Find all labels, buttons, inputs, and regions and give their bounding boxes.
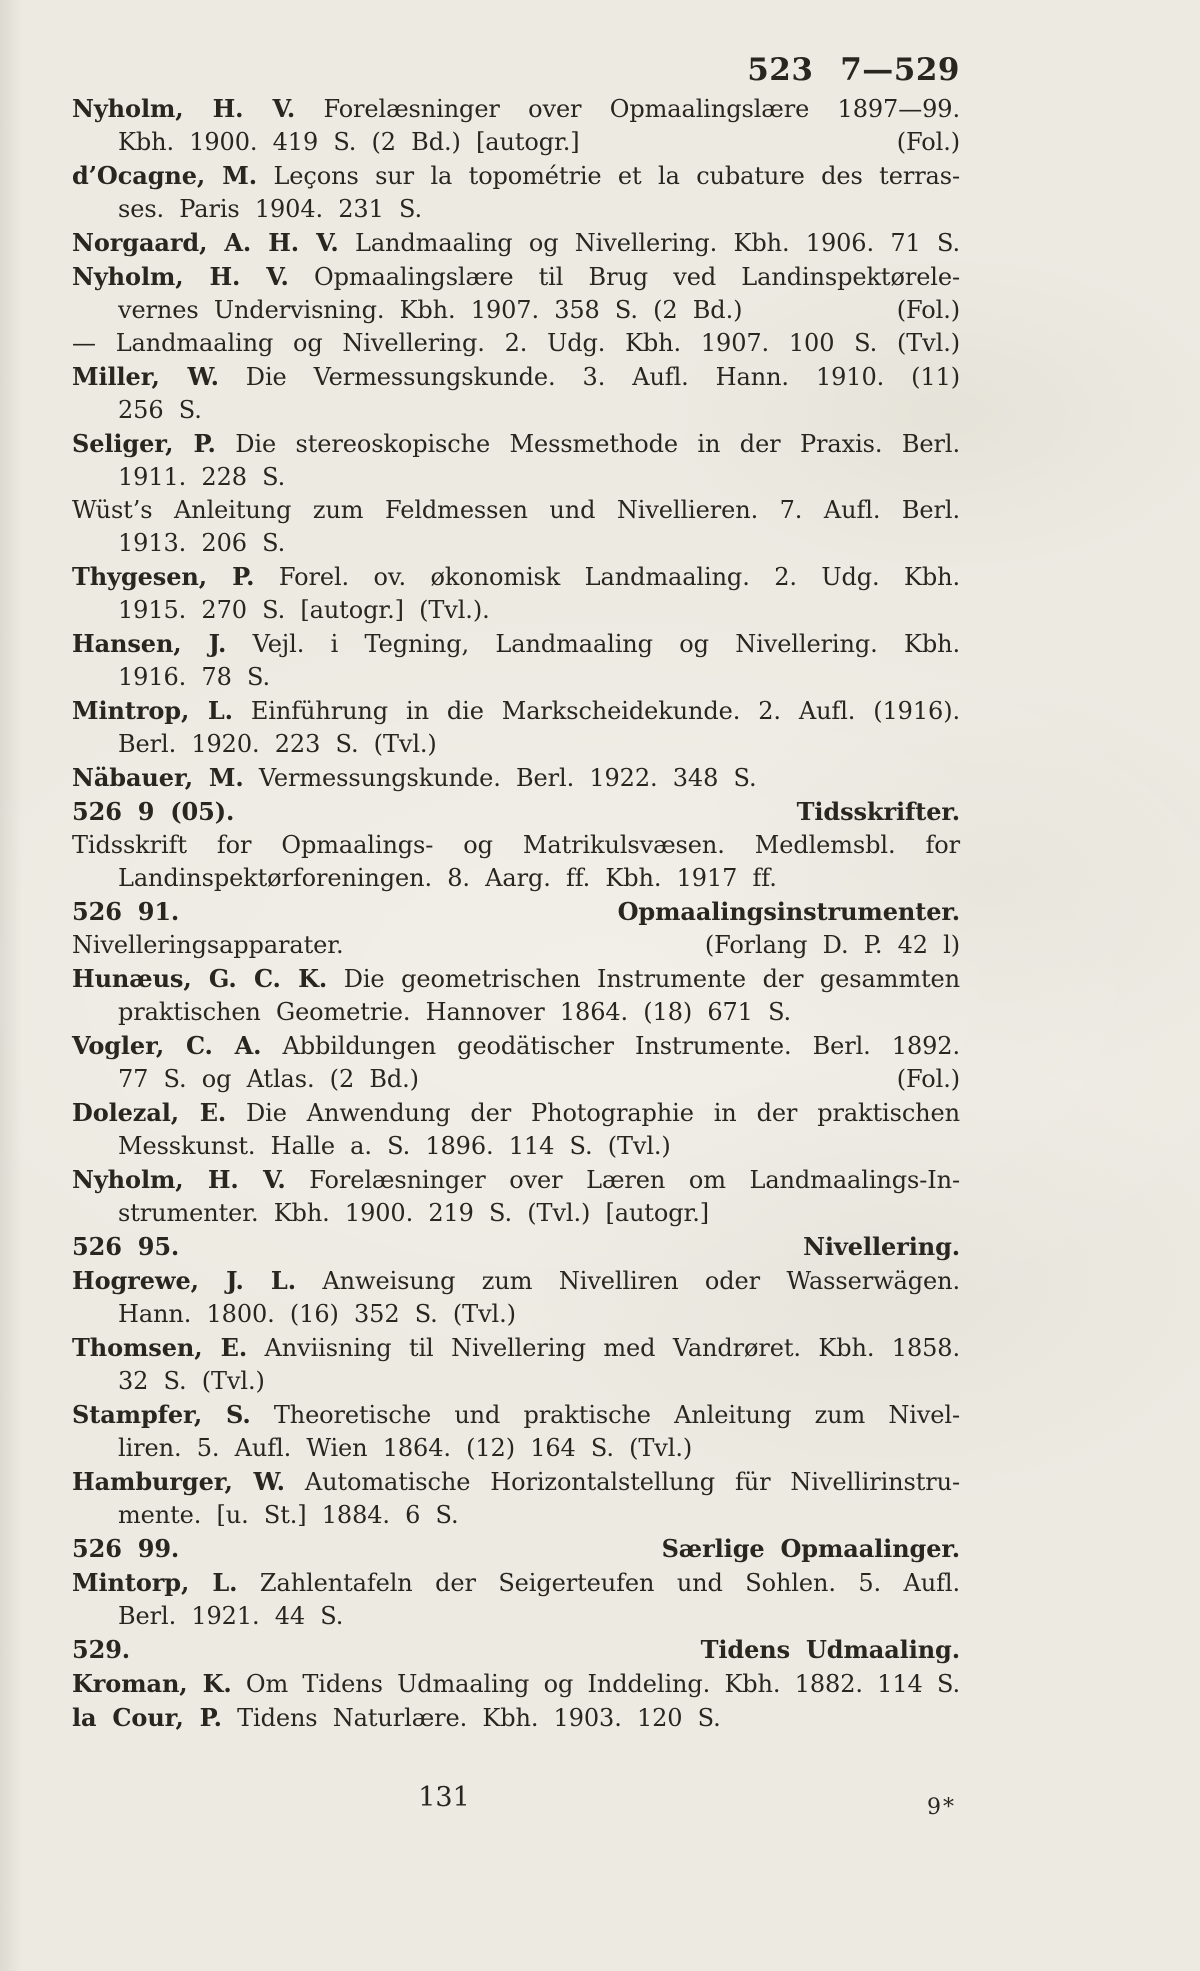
entry-line-text xyxy=(118,126,580,159)
author-or-code: Vogler, C. A. xyxy=(72,1031,262,1060)
entry-text: — Landmaaling og Nivellering. 2. Udg. Kbh. 1907. 100 S. (Tvl.) xyxy=(72,329,960,357)
entry-line-text xyxy=(72,965,960,993)
entry-line-text xyxy=(72,363,960,391)
entry-line xyxy=(72,1465,960,1499)
entry-text: Berl. 1920. 223 S. (Tvl.) xyxy=(118,730,437,758)
entry-line-text xyxy=(118,730,437,758)
signature-mark: 9* xyxy=(927,1795,956,1820)
entry-line-text xyxy=(72,929,344,962)
author-or-code: Hansen, J. xyxy=(72,629,227,658)
entry-text: Tidsskrift for Opmaalings- og Matrikulsvæsen. Medlemsbl. for xyxy=(72,831,960,859)
entry-line-text xyxy=(72,263,960,291)
entry-line-text xyxy=(118,998,791,1026)
author-or-code: Mintrop, L. xyxy=(72,696,233,725)
entry-line xyxy=(72,1398,960,1432)
entry-line-text xyxy=(72,895,179,929)
entry-text: Landinspektørforeningen. 8. Aarg. ff. Kbh. 1917 ff. xyxy=(118,864,777,892)
entry-line-text xyxy=(72,1633,130,1667)
entry-line xyxy=(72,360,960,394)
entry-line-text xyxy=(118,195,422,223)
author-or-code: Nyholm, H. V. xyxy=(72,1165,286,1194)
entry-line xyxy=(72,394,960,427)
entry-text: 1913. 206 S. xyxy=(118,529,286,557)
entry-line xyxy=(72,1566,960,1600)
entry-line xyxy=(72,226,960,260)
entry-text: vernes Undervisning. Kbh. 1907. 358 S. (2 Bd.) xyxy=(118,296,743,324)
section-title: Tidens Udmaaling. xyxy=(700,1635,960,1664)
author-or-code: Näbauer, M. xyxy=(72,763,244,792)
entry-line xyxy=(72,1667,960,1701)
entry-line xyxy=(72,627,960,661)
entry-text: Anviisning til Nivellering med Vandrøret. Kbh. 1858. xyxy=(247,1334,960,1362)
entry-line xyxy=(72,1298,960,1331)
entry-line xyxy=(72,1701,960,1735)
entry-text: 1911. 228 S. xyxy=(118,463,286,491)
entry-text: 1915. 270 S. [autogr.] (Tvl.). xyxy=(118,596,490,624)
entry-text: Landmaaling og Nivellering. Kbh. 1906. 71 S. xyxy=(338,229,960,257)
author-or-code: Nyholm, H. V. xyxy=(72,94,296,123)
author-or-code: Miller, W. xyxy=(72,362,219,391)
entry-line-text xyxy=(72,1401,960,1429)
entry-text: 77 S. og Atlas. (2 Bd.) xyxy=(118,1065,419,1093)
entry-line-text xyxy=(72,764,757,792)
format-note: (Fol.) xyxy=(896,296,960,324)
entry-line-text xyxy=(72,496,960,524)
entry-line xyxy=(72,829,960,862)
entry-line-text xyxy=(118,396,202,424)
entry-text: Vermessungskunde. Berl. 1922. 348 S. xyxy=(243,764,757,792)
author-or-code: Hamburger, W. xyxy=(72,1467,285,1496)
entry-text: Theoretische und praktische Anleitung zum Nivel- xyxy=(250,1401,960,1429)
entry-line xyxy=(72,260,960,294)
entry-line xyxy=(72,1130,960,1163)
entry-line-text xyxy=(72,1166,960,1194)
entry-text: Die stereoskopische Messmethode in der Praxis. Berl. xyxy=(215,430,960,458)
format-note: (Forlang D. P. 42 l) xyxy=(704,931,960,959)
author-or-code: 526 9 (05). xyxy=(72,797,235,826)
classification-header: 523 7—529 xyxy=(747,52,960,88)
author-or-code: d’Ocagne, M. xyxy=(72,161,258,190)
entry-line-text xyxy=(72,1334,960,1362)
entry-line-text xyxy=(72,95,960,123)
entry-line xyxy=(72,996,960,1029)
entry-line xyxy=(72,1365,960,1398)
entry-line-text xyxy=(72,630,960,658)
entry-text: 256 S. xyxy=(118,396,202,424)
entry-line xyxy=(72,694,960,728)
entry-text: Berl. 1921. 44 S. xyxy=(118,1602,344,1630)
bibliography-entries xyxy=(72,92,960,1735)
entry-line xyxy=(72,1029,960,1063)
entry-line xyxy=(72,527,960,560)
page-number: 131 xyxy=(418,1782,470,1813)
entry-line-text xyxy=(118,463,285,491)
entry-text: Einführung in die Markscheidekunde. 2. Aufl. (1916). xyxy=(232,697,960,725)
entry-line xyxy=(72,1600,960,1633)
entry-text: Die geometrischen Instrumente der gesammten xyxy=(327,965,961,993)
entry-text: Anweisung zum Nivelliren oder Wasserwägen. xyxy=(295,1267,960,1295)
author-or-code: Kroman, K. xyxy=(72,1669,232,1698)
entry-line-text xyxy=(118,596,490,624)
entry-line-text xyxy=(72,430,960,458)
entry-text: liren. 5. Aufl. Wien 1864. (12) 164 S. (Tvl.) xyxy=(118,1434,693,1462)
entry-line-text xyxy=(72,1569,960,1597)
entry-line-text xyxy=(72,1032,960,1060)
entry-line-text xyxy=(72,162,960,190)
author-or-code: 526 95. xyxy=(72,1232,180,1261)
author-or-code: Seliger, P. xyxy=(72,429,216,458)
entry-line-text xyxy=(72,1704,721,1732)
author-or-code: Thomsen, E. xyxy=(72,1333,248,1362)
entry-text: Abbildungen geodätischer Instrumente. Berl. 1892. xyxy=(261,1032,960,1060)
entry-line-text xyxy=(118,1132,671,1160)
entry-text: Die Vermessungskunde. 3. Aufl. Hann. 1910. (11) xyxy=(218,363,960,391)
entry-line-text xyxy=(118,1501,459,1529)
format-note: (Fol.) xyxy=(896,1065,960,1093)
entry-line-text xyxy=(118,1300,516,1328)
author-or-code: Hunæus, G. C. K. xyxy=(72,964,328,993)
entry-line xyxy=(72,594,960,627)
entry-text: Kbh. 1900. 419 S. (2 Bd.) [autogr.] xyxy=(118,128,580,156)
entry-text: Om Tidens Udmaaling og Inddeling. Kbh. 1882. 114 S. xyxy=(231,1670,960,1698)
entry-text: Wüst’s Anleitung zum Feldmessen und Nivellieren. 7. Aufl. Berl. xyxy=(72,496,960,524)
section-title: Nivellering. xyxy=(803,1232,960,1261)
entry-text: Tidens Naturlære. Kbh. 1903. 120 S. xyxy=(221,1704,721,1732)
author-or-code: la Cour, P. xyxy=(72,1703,222,1732)
section-heading-line xyxy=(72,1532,960,1566)
entry-line xyxy=(72,1499,960,1532)
entry-line xyxy=(72,560,960,594)
author-or-code: Mintorp, L. xyxy=(72,1568,238,1597)
entry-line-text xyxy=(118,1199,709,1227)
entry-line-text xyxy=(72,831,960,859)
section-heading-line xyxy=(72,1633,960,1667)
entry-text: Forelæsninger over Læren om Landmaalings-In- xyxy=(285,1166,960,1194)
author-or-code: Hogrewe, J. L. xyxy=(72,1266,296,1295)
entry-line-text xyxy=(118,1367,265,1395)
author-or-code: 529. xyxy=(72,1635,131,1664)
entry-text: Nivelleringsapparater. xyxy=(72,931,344,959)
section-heading-line xyxy=(72,1230,960,1264)
entry-text: Opmaalingslære til Brug ved Landinspektørele- xyxy=(288,263,960,291)
entry-line-text xyxy=(72,1267,960,1295)
author-or-code: Thygesen, P. xyxy=(72,562,255,591)
entry-line xyxy=(72,1331,960,1365)
entry-text: Automatische Horizontalstellung für Nivellirinstru- xyxy=(284,1468,960,1496)
entry-text: Forel. ov. økonomisk Landmaaling. 2. Udg. Kbh. xyxy=(254,563,960,591)
entry-text: Hann. 1800. (16) 352 S. (Tvl.) xyxy=(118,1300,516,1328)
entry-line xyxy=(72,962,960,996)
entry-line xyxy=(72,1096,960,1130)
author-or-code: Dolezal, E. xyxy=(72,1098,227,1127)
entry-line-text xyxy=(72,329,960,357)
entry-line xyxy=(72,159,960,193)
entry-line-text xyxy=(118,1434,692,1462)
entry-line xyxy=(72,862,960,895)
section-title: Opmaalingsinstrumenter. xyxy=(617,897,960,926)
entry-line-text xyxy=(72,1670,960,1698)
entry-line xyxy=(72,728,960,761)
author-or-code: 526 99. xyxy=(72,1534,180,1563)
entry-line xyxy=(72,126,960,159)
section-heading-line xyxy=(72,795,960,829)
entry-line-text xyxy=(118,294,742,327)
entry-text: 32 S. (Tvl.) xyxy=(118,1367,265,1395)
entry-line-text xyxy=(72,1532,179,1566)
entry-line xyxy=(72,1432,960,1465)
author-or-code: Nyholm, H. V. xyxy=(72,262,289,291)
entry-line-text xyxy=(72,1099,960,1127)
section-title: Særlige Opmaalinger. xyxy=(661,1534,960,1563)
author-or-code: Norgaard, A. H. V. xyxy=(72,228,339,257)
entry-line xyxy=(72,1264,960,1298)
entry-line-text xyxy=(72,563,960,591)
entry-line xyxy=(72,1163,960,1197)
entry-line xyxy=(72,427,960,461)
entry-line-text xyxy=(118,529,285,557)
entry-line xyxy=(72,1197,960,1230)
entry-text: praktischen Geometrie. Hannover 1864. (18) 671 S. xyxy=(118,998,792,1026)
entry-line-text xyxy=(118,1063,419,1096)
entry-line-text xyxy=(72,1468,960,1496)
entry-line-text xyxy=(72,697,960,725)
format-note: (Fol.) xyxy=(896,128,960,156)
entry-line xyxy=(72,193,960,226)
entry-line xyxy=(72,294,960,327)
entry-line-text xyxy=(118,1602,343,1630)
entry-line xyxy=(72,929,960,962)
entry-line xyxy=(72,1063,960,1096)
entry-text: Vejl. i Tegning, Landmaaling og Nivellering. Kbh. xyxy=(226,630,960,658)
entry-line-text xyxy=(72,795,234,829)
entry-text: ses. Paris 1904. 231 S. xyxy=(118,195,422,223)
entry-line-text xyxy=(118,663,270,691)
author-or-code: Stampfer, S. xyxy=(72,1400,251,1429)
author-or-code: 526 91. xyxy=(72,897,180,926)
entry-text: Forelæsninger over Opmaalingslære 1897—99. xyxy=(295,95,960,123)
entry-line-text xyxy=(72,1230,179,1264)
entry-text: mente. [u. St.] 1884. 6 S. xyxy=(118,1501,459,1529)
entry-line xyxy=(72,494,960,527)
entry-line xyxy=(72,661,960,694)
entry-text: Leçons sur la topométrie et la cubature des terras- xyxy=(257,162,960,190)
section-heading-line xyxy=(72,895,960,929)
entry-text: 1916. 78 S. xyxy=(118,663,270,691)
page-footer xyxy=(72,1782,960,1842)
section-title: Tidsskrifter. xyxy=(796,797,960,826)
entry-line xyxy=(72,92,960,126)
entry-line-text xyxy=(72,229,960,257)
entry-line xyxy=(72,761,960,795)
entry-text: strumenter. Kbh. 1900. 219 S. (Tvl.) [autogr.] xyxy=(118,1199,709,1227)
entry-line xyxy=(72,327,960,360)
entry-text: Zahlentafeln der Seigerteufen und Sohlen. 5. Aufl. xyxy=(237,1569,960,1597)
entry-text: Die Anwendung der Photographie in der praktischen xyxy=(226,1099,960,1127)
entry-text: Messkunst. Halle a. S. 1896. 114 S. (Tvl.) xyxy=(118,1132,671,1160)
entry-line-text xyxy=(118,864,777,892)
entry-line xyxy=(72,461,960,494)
